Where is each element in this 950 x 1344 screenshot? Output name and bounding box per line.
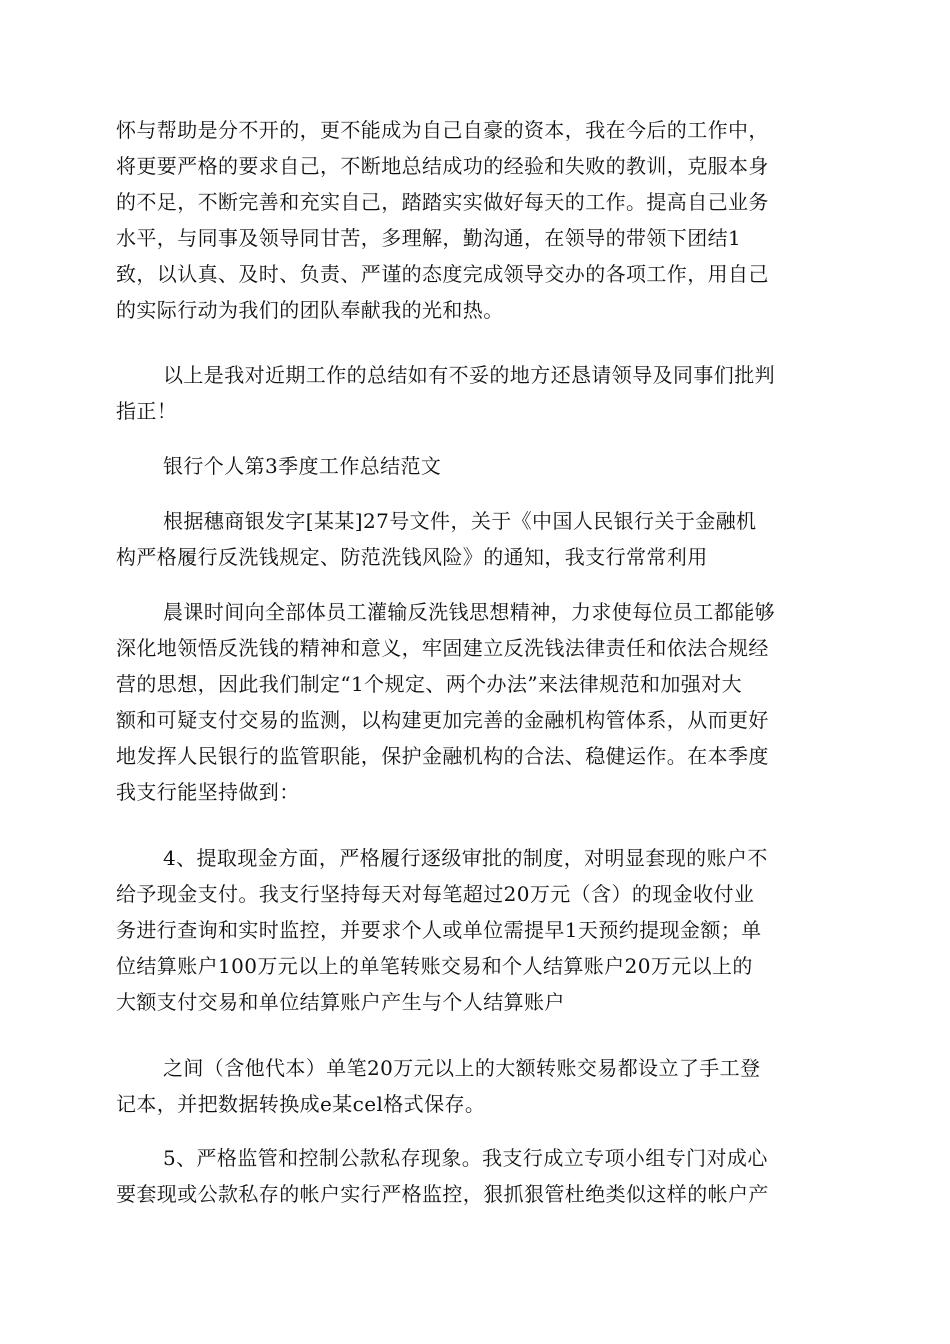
text-line: 将更要严格的要求自己，不断地总结成功的经验和失败的教训，克服本身: [116, 154, 769, 178]
text-line: 指正！: [116, 399, 178, 423]
text-line: 务进行查询和实时监控，并要求个人或单位需提早1天预约提现金额；单: [116, 918, 762, 942]
paragraph-training: [116, 594, 836, 810]
text-line: 以上是我对近期工作的总结如有不妥的地方还恳请领导及同事们批判: [163, 363, 775, 387]
section-title: [116, 448, 836, 484]
paragraph-closing-remarks: [116, 112, 836, 328]
text-line: 深化地领悟反洗钱的精神和意义，牢固建立反洗钱法律责任和依法合规经: [116, 636, 769, 660]
text-line: 的实际行动为我们的团队奉献我的光和热。: [116, 298, 504, 322]
text-line: 之间（含他代本）单笔20万元以上的大额转账交易都设立了手工登: [163, 1056, 761, 1080]
text-line: 大额支付交易和单位结算账户产生与个人结算账户: [116, 990, 565, 1014]
text-line: 晨课时间向全部体员工灌输反洗钱思想精神，力求使每位员工都能够: [163, 600, 775, 624]
text-line: 根据穗商银发字[某某]27号文件，关于《中国人民银行关于金融机: [163, 509, 757, 533]
text-line: 给予现金支付。我支行坚持每天对每笔超过20万元（含）的现金收付业: [116, 882, 755, 906]
text-line: 5、严格监管和控制公款私存现象。我支行成立专项小组专门对成心: [163, 1146, 768, 1170]
text-line: 的不足，不断完善和充实自己，踏踏实实做好每天的工作。提高自己业务: [116, 190, 769, 214]
text-line: 构严格履行反洗钱规定、防范洗钱风险》的通知，我支行常常利用: [116, 545, 708, 569]
paragraph-document-reference: [116, 503, 836, 575]
text-line: 营的思想，因此我们制定“1个规定、两个办法”来法律规范和加强对大: [116, 672, 742, 696]
paragraph-item-4-continued: [116, 1050, 836, 1122]
text-line: 地发挥人民银行的监管职能，保护金融机构的合法、稳健运作。在本季度: [116, 744, 769, 768]
text-line: 银行个人第3季度工作总结范文: [163, 454, 442, 478]
text-line: 致，以认真、及时、负责、严谨的态度完成领导交办的各项工作，用自己: [116, 262, 769, 286]
paragraph-request-feedback: [116, 357, 836, 429]
text-line: 我支行能坚持做到：: [116, 780, 300, 804]
text-line: 位结算账户100万元以上的单笔转账交易和个人结算账户20万元以上的: [116, 954, 753, 978]
text-line: 要套现或公款私存的帐户实行严格监控，狠抓狠管杜绝类似这样的帐户产: [116, 1182, 769, 1206]
text-line: 记本，并把数据转换成e某cel格式保存。: [116, 1092, 486, 1116]
text-line: 怀与帮助是分不开的，更不能成为自己自豪的资本，我在今后的工作中，: [116, 118, 769, 142]
paragraph-item-5: [116, 1140, 836, 1212]
text-line: 水平，与同事及领导同甘苦，多理解，勤沟通，在领导的带领下团结1: [116, 226, 742, 250]
text-line: 额和可疑支付交易的监测，以构建更加完善的金融机构管体系，从而更好: [116, 708, 769, 732]
paragraph-item-4: [116, 840, 836, 1020]
text-line: 4、提取现金方面，严格履行逐级审批的制度，对明显套现的账户不: [163, 846, 768, 870]
